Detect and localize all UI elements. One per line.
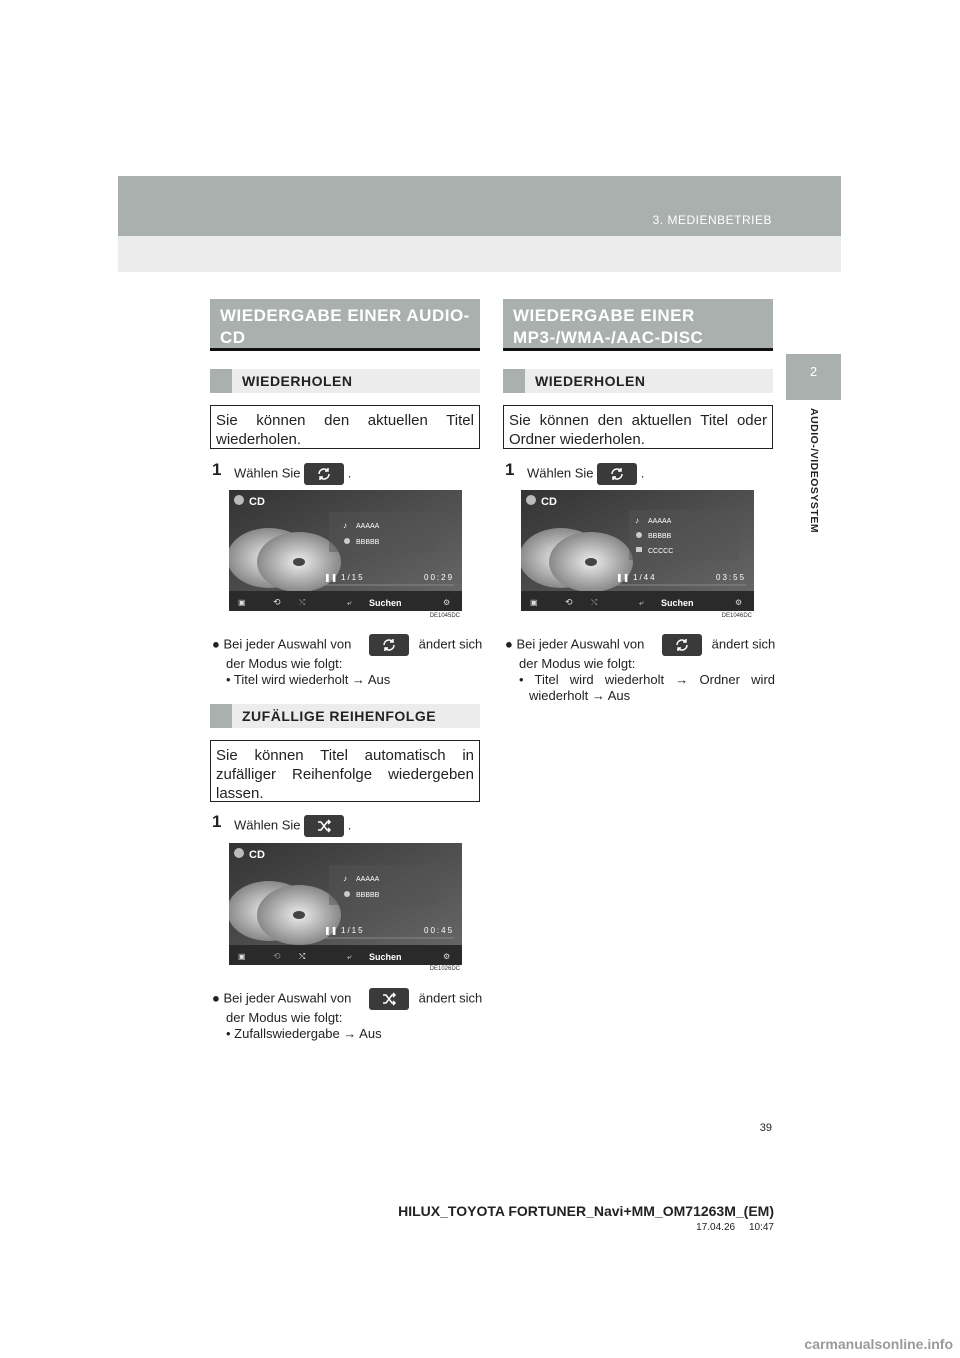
chapter-number: 2 bbox=[809, 364, 818, 379]
step-repeat-right: 1 Wählen Sie . bbox=[505, 463, 765, 487]
media-icon: ▣ bbox=[530, 598, 538, 607]
screen-time: 00:45 bbox=[424, 926, 455, 935]
step-number: 1 bbox=[505, 460, 515, 479]
screen-track: 1/44 bbox=[633, 573, 657, 582]
step-random: 1 Wählen Sie . bbox=[212, 815, 472, 839]
note-icon: ♪ bbox=[343, 874, 347, 883]
settings-icon: ⚙ bbox=[443, 598, 451, 607]
mode-sequence-cont: wiederholt → Aus bbox=[529, 688, 631, 703]
screen-cd-random-graphic bbox=[229, 843, 462, 965]
pause-icon: ❚❚ bbox=[324, 573, 338, 582]
mode-sequence: • Zufallswiedergabe → Aus bbox=[226, 1026, 382, 1041]
subsection-title: ZUFÄLLIGE REIHENFOLGE bbox=[242, 708, 437, 724]
shuffle-icon: ⤭ bbox=[591, 598, 598, 607]
settings-icon: ⚙ bbox=[735, 598, 743, 607]
chapter-title: 3. MEDIENBETRIEB bbox=[652, 213, 772, 227]
screen-time: 03:55 bbox=[716, 573, 747, 582]
shuffle-button-icon[interactable] bbox=[304, 815, 344, 837]
screen-line1: AAAAA bbox=[356, 876, 380, 883]
header-band bbox=[118, 176, 841, 236]
settings-icon: ⚙ bbox=[443, 952, 451, 961]
bullet-random: ● Bei jeder Auswahl von ändert sich der Modus wie folgt: • Zufallswiedergabe → Aus bbox=[212, 988, 482, 1042]
cd-source-icon bbox=[234, 848, 244, 858]
screen-line2: BBBBB bbox=[356, 892, 380, 899]
subsection-title: WIEDERHOLEN bbox=[242, 373, 353, 389]
image-code: DE1046DC bbox=[721, 613, 752, 619]
bullet-repeat-left: ● Bei jeder Auswahl von ändert sich der Modus wie folgt: • Titel wird wiederholt → Aus bbox=[212, 634, 482, 688]
section-title-audio-cd: WIEDERGABE EINER AUDIO-CD bbox=[210, 299, 480, 351]
cd-source-icon bbox=[234, 495, 244, 505]
screen-source: CD bbox=[541, 496, 557, 508]
screen-search: Suchen bbox=[661, 598, 694, 608]
repeat-button-icon[interactable] bbox=[369, 634, 409, 656]
chapter-side-text: AUDIO-/VIDEOSYSTEM bbox=[807, 408, 820, 534]
search-icon: ⤶ bbox=[347, 598, 352, 607]
screen-cd-repeat bbox=[229, 490, 462, 611]
repeat-icon: ⟲ bbox=[565, 597, 573, 607]
step-number: 1 bbox=[212, 812, 222, 831]
watermark: carmanualsonline.info bbox=[804, 1336, 953, 1352]
screen-line3: CCCCC bbox=[648, 548, 674, 555]
subsection-repeat-left bbox=[210, 369, 480, 393]
bullet-icon: ● bbox=[212, 636, 220, 652]
artist-icon bbox=[636, 532, 642, 538]
repeat-button-icon[interactable] bbox=[304, 463, 344, 485]
media-icon: ▣ bbox=[238, 952, 246, 961]
mode-sequence: • Titel wird wiederholt → Ordner wird bbox=[519, 672, 775, 687]
artist-icon bbox=[344, 891, 350, 897]
screen-cd-random bbox=[229, 843, 462, 965]
subsection-marker bbox=[210, 704, 232, 728]
folder-icon bbox=[636, 547, 642, 552]
step-repeat-left: 1 Wählen Sie . bbox=[212, 463, 472, 487]
repeat-button-icon[interactable] bbox=[662, 634, 702, 656]
search-icon: ⤶ bbox=[639, 598, 644, 607]
bullet-icon: ● bbox=[505, 636, 513, 652]
step-text: Wählen Sie bbox=[234, 817, 301, 833]
chapter-tab bbox=[786, 354, 841, 400]
section-title-mp3-disc: WIEDERGABE EINER MP3-/WMA-/AAC-DISC bbox=[503, 299, 773, 351]
screen-mp3-repeat bbox=[521, 490, 754, 611]
screen-line2: BBBBB bbox=[356, 539, 380, 546]
screen-source: CD bbox=[249, 496, 265, 508]
document-id: HILUX_TOYOTA FORTUNER_Navi+MM_OM71263M_(EM) bbox=[398, 1203, 774, 1219]
subsection-marker bbox=[503, 369, 525, 393]
screen-mp3-repeat-graphic bbox=[521, 490, 754, 611]
screen-track: 1/15 bbox=[341, 926, 365, 935]
screen-time: 00:29 bbox=[424, 573, 455, 582]
page-number: 39 bbox=[759, 1122, 772, 1134]
screen-search: Suchen bbox=[369, 952, 402, 962]
document-date: 17.04.26 10:47 bbox=[696, 1222, 774, 1233]
artist-icon bbox=[344, 538, 350, 544]
step-number: 1 bbox=[212, 460, 222, 479]
search-icon: ⤶ bbox=[347, 952, 352, 961]
subsection-repeat-right bbox=[503, 369, 773, 393]
shuffle-icon: ⤭ bbox=[299, 952, 306, 961]
step-text: Wählen Sie bbox=[527, 465, 594, 481]
bullet-icon: ● bbox=[212, 990, 220, 1006]
shuffle-button-icon[interactable] bbox=[369, 988, 409, 1010]
image-code: DE1026DC bbox=[429, 966, 460, 972]
bullet-repeat-right: ● Bei jeder Auswahl von ändert sich der Modus wie folgt: • Titel wird wiederholt → Ordner wird wiederholt → Aus bbox=[505, 634, 775, 704]
shuffle-icon: ⤭ bbox=[299, 598, 306, 607]
subsection-random bbox=[210, 704, 480, 728]
screen-line2: BBBBB bbox=[648, 533, 672, 540]
chapter-side-label bbox=[786, 400, 841, 600]
header-subband bbox=[118, 236, 841, 272]
screen-source: CD bbox=[249, 849, 265, 861]
subsection-title: WIEDERHOLEN bbox=[535, 373, 646, 389]
screen-cd-repeat-graphic bbox=[229, 490, 462, 611]
screen-track: 1/15 bbox=[341, 573, 365, 582]
repeat-icon: ⟲ bbox=[273, 951, 281, 961]
image-code: DE1045DC bbox=[429, 613, 460, 619]
note-icon: ♪ bbox=[343, 521, 347, 530]
pause-icon: ❚❚ bbox=[616, 573, 630, 582]
screen-search: Suchen bbox=[369, 598, 402, 608]
media-icon: ▣ bbox=[238, 598, 246, 607]
note-icon: ♪ bbox=[635, 516, 639, 525]
repeat-button-icon[interactable] bbox=[597, 463, 637, 485]
pause-icon: ❚❚ bbox=[324, 926, 338, 935]
repeat-icon: ⟲ bbox=[273, 597, 281, 607]
info-box-repeat-right: Sie können den aktuellen Titel oder Ordner wiederholen. bbox=[503, 405, 773, 449]
step-text: Wählen Sie bbox=[234, 465, 301, 481]
info-box-repeat-left: Sie können den aktuellen Titel wiederholen. bbox=[210, 405, 480, 449]
mode-sequence: • Titel wird wiederholt → Aus bbox=[226, 672, 391, 687]
subsection-marker bbox=[210, 369, 232, 393]
info-box-random: Sie können Titel automatisch in zufälliger Reihenfolge wiedergeben lassen. bbox=[210, 740, 480, 802]
cd-source-icon bbox=[526, 495, 536, 505]
screen-line1: AAAAA bbox=[356, 523, 380, 530]
screen-line1: AAAAA bbox=[648, 518, 672, 525]
